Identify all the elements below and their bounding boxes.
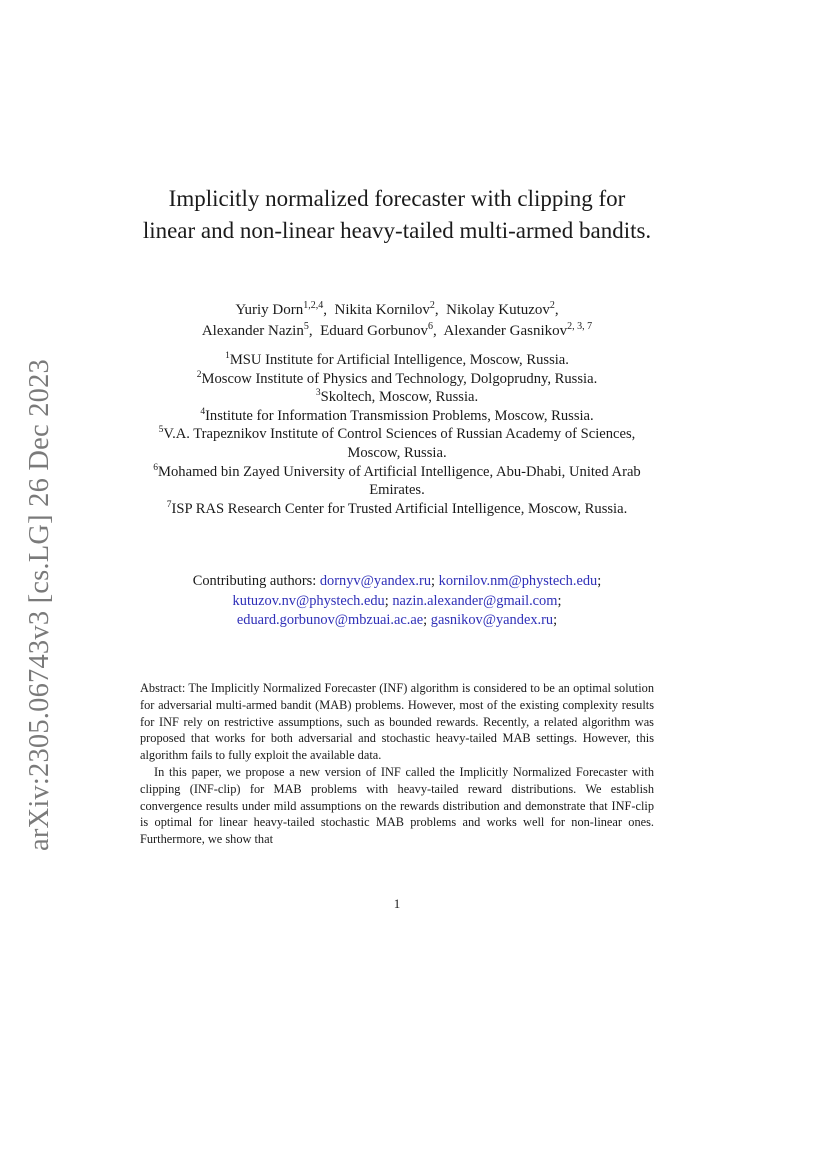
affiliation-item bbox=[140, 425, 654, 462]
affiliation-item bbox=[140, 463, 654, 500]
author-name: Alexander Nazin bbox=[201, 323, 304, 339]
affiliation-marker: 6 bbox=[153, 462, 159, 473]
author-affil-marker: 2 bbox=[429, 300, 435, 311]
email-link[interactable]: nazin.alexander@gmail.com bbox=[392, 592, 558, 609]
affiliation-item bbox=[140, 500, 654, 519]
author-affil-marker: 5 bbox=[303, 321, 309, 332]
contrib-line-2: kutuzov.nv@phystech.edu; nazin.alexander@gmail.com; bbox=[232, 592, 562, 609]
author-name: Yuriy Dorn bbox=[235, 302, 304, 318]
contributing-label: Contributing authors: bbox=[192, 573, 317, 589]
page-number: 1 bbox=[393, 896, 401, 911]
affiliation-marker: 7 bbox=[166, 499, 172, 510]
author-name: Eduard Gorbunov bbox=[320, 323, 429, 339]
email-link[interactable]: dornyv@yandex.ru bbox=[319, 573, 432, 589]
author-name: Alexander Gasnikov bbox=[443, 323, 568, 339]
author-affil-marker: 2 bbox=[549, 300, 555, 311]
affiliation-marker: 2 bbox=[196, 369, 202, 380]
abstract bbox=[140, 680, 654, 848]
paper-title: Implicitly normalized forecaster with clipping for linear and non-linear heavy-tailed multi-armed bandits. bbox=[142, 186, 652, 243]
affiliation-text: Skoltech, Moscow, Russia. bbox=[320, 389, 479, 406]
email-link[interactable]: gasnikov@yandex.ru bbox=[430, 612, 554, 628]
arxiv-identifier-stamp bbox=[18, 360, 62, 850]
affiliation-text: ISP RAS Research Center for Trusted Artificial Intelligence, Moscow, Russia. bbox=[171, 500, 628, 517]
affiliation-text: V.A. Trapeznikov Institute of Control Sciences of Russian Academy of Sciences, Moscow, Russia. bbox=[163, 426, 636, 461]
affiliation-list bbox=[140, 351, 654, 518]
affiliation-text: Moscow Institute of Physics and Technology, Dolgoprudny, Russia. bbox=[201, 370, 598, 387]
affiliation-marker: 5 bbox=[158, 425, 164, 436]
author-affil-marker: 6 bbox=[428, 321, 434, 332]
affiliation-marker: 4 bbox=[200, 406, 206, 417]
affiliation-marker: 3 bbox=[315, 388, 321, 399]
email-link[interactable]: eduard.gorbunov@mbzuai.ac.ae bbox=[236, 612, 424, 628]
contributing-authors bbox=[140, 572, 654, 631]
contrib-line-1: Contributing authors: dornyv@yandex.ru; kornilov.nm@phystech.edu; bbox=[192, 573, 602, 589]
affiliation-item bbox=[140, 351, 654, 370]
author-line-2: Alexander Nazin$^5$, Eduard Gorbunov$^6$, Alexander Gasnikov$^{2, 3, 7}$ bbox=[201, 321, 593, 339]
email-link[interactable]: kutuzov.nv@phystech.edu bbox=[232, 592, 385, 609]
abstract-paragraph: In this paper, we propose a new version of INF called the Implicitly Normalized Forecaster with clipping (INF-clip) for MAB problems with heavy-tailed reward distributions. We establish convergence results under mild assumptions on the rewards distribution and demonstrate that INF-clip is optimal for linear heavy-tailed stochastic MAB problems and works well for non-linear ones. Furthermore, we show that bbox=[140, 764, 654, 847]
affiliation-text: MSU Institute for Artificial Intelligence, Moscow, Russia. bbox=[229, 352, 569, 368]
arxiv-id-text: arXiv:2305.06743v3 [cs.LG] 26 Dec 2023 bbox=[24, 358, 56, 852]
author-list bbox=[140, 300, 654, 342]
affiliation-item bbox=[140, 388, 654, 407]
author-affil-marker: 2, 3, 7 bbox=[567, 321, 593, 332]
email-link[interactable]: kornilov.nm@phystech.edu bbox=[438, 573, 598, 589]
affiliation-item bbox=[140, 407, 654, 426]
author-name: Nikita Kornilov bbox=[334, 302, 430, 318]
affiliation-text: Mohamed bin Zayed University of Artificial Intelligence, Abu-Dhabi, United Arab Emirates. bbox=[158, 463, 641, 499]
affiliation-text: Institute for Information Transmission Problems, Moscow, Russia. bbox=[205, 407, 594, 424]
author-name: Nikolay Kutuzov bbox=[446, 302, 550, 318]
affiliation-item bbox=[140, 370, 654, 389]
contrib-line-3: eduard.gorbunov@mbzuai.ac.ae; gasnikov@yandex.ru; bbox=[236, 612, 558, 628]
affiliation-marker: 1 bbox=[225, 351, 230, 362]
author-affil-marker: 1,2,4 bbox=[303, 300, 324, 311]
author-line-1: Yuriy Dorn$^{1,2,4}$, Nikita Kornilov$^2$, Nikolay Kutuzov$^2$, bbox=[235, 300, 559, 318]
abstract-paragraph: Abstract: The Implicitly Normalized Forecaster (INF) algorithm is considered to be an optimal solution for adversarial multi-armed bandit (MAB) problems. However, most of the existing complexity results for INF rely on restrictive assumptions, such as bounded rewards. Recently, a related algorithm was proposed that works for both adversarial and stochastic heavy-tailed MAB settings. However, this algorithm fails to fully exploit the available data. bbox=[140, 681, 654, 763]
